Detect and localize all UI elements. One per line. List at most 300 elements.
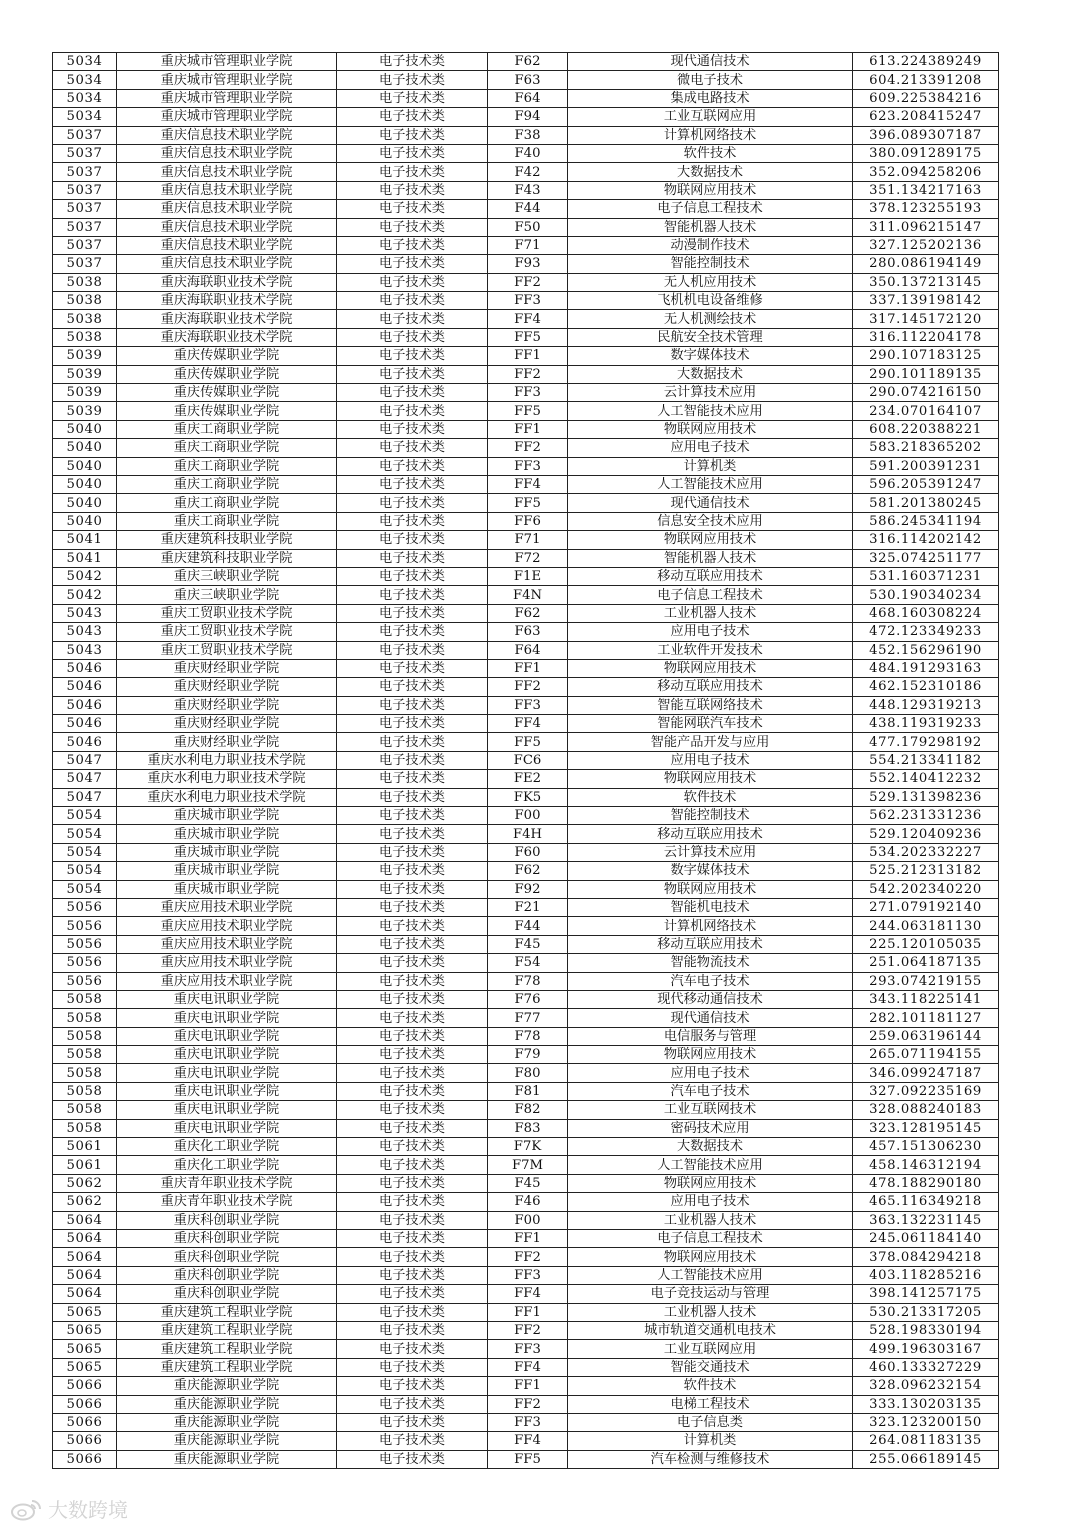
major-code-cell: FF3 <box>488 696 568 714</box>
table-row <box>53 788 999 806</box>
major-code-cell: F71 <box>488 531 568 549</box>
table-row <box>53 347 999 365</box>
table-row <box>53 641 999 659</box>
major-name-cell: 计算机网络技术 <box>568 126 853 144</box>
category-cell: 电子技术类 <box>337 733 488 751</box>
school-name-cell: 重庆工商职业学院 <box>117 457 337 475</box>
major-code-cell: F83 <box>488 1119 568 1137</box>
table-row <box>53 1064 999 1082</box>
school-name-cell: 重庆传媒职业学院 <box>117 365 337 383</box>
major-code-cell: FF2 <box>488 1248 568 1266</box>
score-cell: 554.213341182 <box>853 751 999 769</box>
major-code-cell: FF4 <box>488 310 568 328</box>
category-cell: 电子技术类 <box>337 678 488 696</box>
score-cell: 623.208415247 <box>853 108 999 126</box>
table-row <box>53 567 999 585</box>
score-cell: 530.190340234 <box>853 586 999 604</box>
table-row <box>53 126 999 144</box>
school-code-cell: 5040 <box>53 439 117 457</box>
table-row <box>53 236 999 254</box>
major-code-cell: F80 <box>488 1064 568 1082</box>
major-name-cell: 物联网应用技术 <box>568 1248 853 1266</box>
school-code-cell: 5066 <box>53 1432 117 1450</box>
major-name-cell: 工业机器人技术 <box>568 1303 853 1321</box>
major-code-cell: F64 <box>488 89 568 107</box>
table-row <box>53 531 999 549</box>
school-name-cell: 重庆科创职业学院 <box>117 1248 337 1266</box>
school-name-cell: 重庆科创职业学院 <box>117 1230 337 1248</box>
major-code-cell: F54 <box>488 954 568 972</box>
category-cell: 电子技术类 <box>337 549 488 567</box>
score-cell: 398.141257175 <box>853 1285 999 1303</box>
table-row <box>53 475 999 493</box>
major-name-cell: 智能互联网络技术 <box>568 696 853 714</box>
major-name-cell: 应用电子技术 <box>568 1064 853 1082</box>
category-cell: 电子技术类 <box>337 273 488 291</box>
table-row <box>53 862 999 880</box>
category-cell: 电子技术类 <box>337 1174 488 1192</box>
school-code-cell: 5040 <box>53 457 117 475</box>
school-code-cell: 5047 <box>53 751 117 769</box>
table-row <box>53 310 999 328</box>
category-cell: 电子技术类 <box>337 1285 488 1303</box>
major-code-cell: F4N <box>488 586 568 604</box>
major-name-cell: 软件技术 <box>568 1377 853 1395</box>
major-code-cell: FF2 <box>488 1395 568 1413</box>
major-name-cell: 人工智能技术应用 <box>568 475 853 493</box>
category-cell: 电子技术类 <box>337 1009 488 1027</box>
school-code-cell: 5058 <box>53 1027 117 1045</box>
school-name-cell: 重庆建筑工程职业学院 <box>117 1321 337 1339</box>
major-code-cell: FF2 <box>488 678 568 696</box>
major-name-cell: 计算机类 <box>568 1432 853 1450</box>
major-code-cell: FF2 <box>488 1321 568 1339</box>
major-code-cell: F62 <box>488 604 568 622</box>
table-row <box>53 972 999 990</box>
category-cell: 电子技术类 <box>337 200 488 218</box>
category-cell: 电子技术类 <box>337 457 488 475</box>
major-name-cell: 人工智能技术应用 <box>568 402 853 420</box>
school-code-cell: 5040 <box>53 512 117 530</box>
table-row <box>53 255 999 273</box>
major-code-cell: FF3 <box>488 384 568 402</box>
school-name-cell: 重庆城市职业学院 <box>117 807 337 825</box>
school-name-cell: 重庆应用技术职业学院 <box>117 935 337 953</box>
school-code-cell: 5038 <box>53 292 117 310</box>
major-code-cell: F63 <box>488 71 568 89</box>
major-name-cell: 应用电子技术 <box>568 751 853 769</box>
category-cell: 电子技术类 <box>337 144 488 162</box>
table-row <box>53 898 999 916</box>
score-cell: 609.225384216 <box>853 89 999 107</box>
major-code-cell: F82 <box>488 1101 568 1119</box>
school-name-cell: 重庆海联职业技术学院 <box>117 273 337 291</box>
school-name-cell: 重庆财经职业学院 <box>117 733 337 751</box>
major-code-cell: FF5 <box>488 733 568 751</box>
school-name-cell: 重庆应用技术职业学院 <box>117 954 337 972</box>
major-name-cell: 智能网联汽车技术 <box>568 715 853 733</box>
table-row <box>53 770 999 788</box>
school-name-cell: 重庆电讯职业学院 <box>117 1101 337 1119</box>
school-name-cell: 重庆电讯职业学院 <box>117 1009 337 1027</box>
major-name-cell: 人工智能技术应用 <box>568 1266 853 1284</box>
category-cell: 电子技术类 <box>337 1340 488 1358</box>
category-cell: 电子技术类 <box>337 1064 488 1082</box>
table-row <box>53 1340 999 1358</box>
major-name-cell: 工业机器人技术 <box>568 604 853 622</box>
major-code-cell: F63 <box>488 623 568 641</box>
school-code-cell: 5042 <box>53 586 117 604</box>
major-name-cell: 电子信息工程技术 <box>568 586 853 604</box>
score-cell: 534.202332227 <box>853 843 999 861</box>
table-row <box>53 733 999 751</box>
school-code-cell: 5056 <box>53 972 117 990</box>
category-cell: 电子技术类 <box>337 990 488 1008</box>
table-row <box>53 494 999 512</box>
category-cell: 电子技术类 <box>337 696 488 714</box>
major-code-cell: FF4 <box>488 1358 568 1376</box>
major-code-cell: F40 <box>488 144 568 162</box>
school-name-cell: 重庆电讯职业学院 <box>117 1082 337 1100</box>
major-code-cell: F76 <box>488 990 568 1008</box>
school-code-cell: 5066 <box>53 1395 117 1413</box>
category-cell: 电子技术类 <box>337 420 488 438</box>
category-cell: 电子技术类 <box>337 1248 488 1266</box>
school-name-cell: 重庆科创职业学院 <box>117 1211 337 1229</box>
school-name-cell: 重庆应用技术职业学院 <box>117 917 337 935</box>
major-code-cell: F38 <box>488 126 568 144</box>
school-name-cell: 重庆应用技术职业学院 <box>117 972 337 990</box>
table-row <box>53 843 999 861</box>
category-cell: 电子技术类 <box>337 310 488 328</box>
score-cell: 259.063196144 <box>853 1027 999 1045</box>
table-row <box>53 917 999 935</box>
major-name-cell: 大数据技术 <box>568 1138 853 1156</box>
major-code-cell: F78 <box>488 972 568 990</box>
score-cell: 282.101181127 <box>853 1009 999 1027</box>
school-code-cell: 5038 <box>53 310 117 328</box>
school-name-cell: 重庆信息技术职业学院 <box>117 144 337 162</box>
score-cell: 328.088240183 <box>853 1101 999 1119</box>
score-cell: 245.061184140 <box>853 1230 999 1248</box>
table-row <box>53 990 999 1008</box>
school-name-cell: 重庆传媒职业学院 <box>117 384 337 402</box>
score-cell: 530.213317205 <box>853 1303 999 1321</box>
school-code-cell: 5037 <box>53 126 117 144</box>
major-code-cell: F44 <box>488 200 568 218</box>
score-cell: 316.112204178 <box>853 328 999 346</box>
score-cell: 542.202340220 <box>853 880 999 898</box>
major-name-cell: 数字媒体技术 <box>568 347 853 365</box>
category-cell: 电子技术类 <box>337 1395 488 1413</box>
category-cell: 电子技术类 <box>337 1432 488 1450</box>
school-name-cell: 重庆传媒职业学院 <box>117 402 337 420</box>
major-name-cell: 智能交通技术 <box>568 1358 853 1376</box>
table-row <box>53 586 999 604</box>
school-name-cell: 重庆青年职业技术学院 <box>117 1174 337 1192</box>
category-cell: 电子技术类 <box>337 972 488 990</box>
school-code-cell: 5039 <box>53 347 117 365</box>
major-name-cell: 数字媒体技术 <box>568 862 853 880</box>
major-code-cell: F46 <box>488 1193 568 1211</box>
major-code-cell: FF6 <box>488 512 568 530</box>
score-cell: 317.145172120 <box>853 310 999 328</box>
school-name-cell: 重庆财经职业学院 <box>117 696 337 714</box>
major-code-cell: FF1 <box>488 659 568 677</box>
score-cell: 333.130203135 <box>853 1395 999 1413</box>
school-code-cell: 5054 <box>53 825 117 843</box>
score-cell: 529.120409236 <box>853 825 999 843</box>
major-name-cell: 工业软件开发技术 <box>568 641 853 659</box>
table-row <box>53 623 999 641</box>
score-cell: 477.179298192 <box>853 733 999 751</box>
table-row <box>53 1303 999 1321</box>
score-cell: 380.091289175 <box>853 144 999 162</box>
category-cell: 电子技术类 <box>337 1138 488 1156</box>
major-code-cell: F71 <box>488 236 568 254</box>
table-row <box>53 880 999 898</box>
major-code-cell: FF1 <box>488 1377 568 1395</box>
school-code-cell: 5066 <box>53 1450 117 1468</box>
school-name-cell: 重庆建筑科技职业学院 <box>117 531 337 549</box>
category-cell: 电子技术类 <box>337 126 488 144</box>
table-row <box>53 604 999 622</box>
school-code-cell: 5046 <box>53 696 117 714</box>
major-code-cell: FF3 <box>488 292 568 310</box>
major-name-cell: 集成电路技术 <box>568 89 853 107</box>
category-cell: 电子技术类 <box>337 292 488 310</box>
major-code-cell: FC6 <box>488 751 568 769</box>
school-code-cell: 5038 <box>53 328 117 346</box>
table-row <box>53 181 999 199</box>
school-name-cell: 重庆电讯职业学院 <box>117 1046 337 1064</box>
school-code-cell: 5046 <box>53 715 117 733</box>
school-code-cell: 5040 <box>53 475 117 493</box>
weibo-logo-icon <box>10 1497 44 1521</box>
category-cell: 电子技术类 <box>337 384 488 402</box>
category-cell: 电子技术类 <box>337 1046 488 1064</box>
major-code-cell: F50 <box>488 218 568 236</box>
school-code-cell: 5062 <box>53 1193 117 1211</box>
school-code-cell: 5065 <box>53 1358 117 1376</box>
school-name-cell: 重庆信息技术职业学院 <box>117 181 337 199</box>
category-cell: 电子技术类 <box>337 218 488 236</box>
major-name-cell: 汽车电子技术 <box>568 1082 853 1100</box>
school-name-cell: 重庆电讯职业学院 <box>117 1119 337 1137</box>
table-row <box>53 163 999 181</box>
score-cell: 328.096232154 <box>853 1377 999 1395</box>
score-cell: 591.200391231 <box>853 457 999 475</box>
major-code-cell: FF5 <box>488 494 568 512</box>
category-cell: 电子技术类 <box>337 71 488 89</box>
school-code-cell: 5061 <box>53 1138 117 1156</box>
table-row <box>53 218 999 236</box>
major-name-cell: 移动互联应用技术 <box>568 567 853 585</box>
major-code-cell: FF3 <box>488 1266 568 1284</box>
category-cell: 电子技术类 <box>337 1303 488 1321</box>
school-name-cell: 重庆财经职业学院 <box>117 659 337 677</box>
school-code-cell: 5046 <box>53 659 117 677</box>
school-name-cell: 重庆海联职业技术学院 <box>117 328 337 346</box>
school-code-cell: 5043 <box>53 604 117 622</box>
table-row <box>53 1193 999 1211</box>
category-cell: 电子技术类 <box>337 1266 488 1284</box>
major-name-cell: 智能机器人技术 <box>568 218 853 236</box>
major-code-cell: F42 <box>488 163 568 181</box>
category-cell: 电子技术类 <box>337 163 488 181</box>
category-cell: 电子技术类 <box>337 255 488 273</box>
table-row <box>53 659 999 677</box>
major-name-cell: 云计算技术应用 <box>568 843 853 861</box>
school-code-cell: 5062 <box>53 1174 117 1192</box>
school-name-cell: 重庆工贸职业技术学院 <box>117 623 337 641</box>
school-name-cell: 重庆建筑科技职业学院 <box>117 549 337 567</box>
major-code-cell: F21 <box>488 898 568 916</box>
table-row <box>53 1101 999 1119</box>
major-code-cell: F00 <box>488 807 568 825</box>
major-name-cell: 工业互联网技术 <box>568 1101 853 1119</box>
major-name-cell: 无人机应用技术 <box>568 273 853 291</box>
school-code-cell: 5056 <box>53 935 117 953</box>
score-cell: 316.114202142 <box>853 531 999 549</box>
score-cell: 562.231331236 <box>853 807 999 825</box>
score-cell: 378.084294218 <box>853 1248 999 1266</box>
table-row <box>53 751 999 769</box>
score-cell: 225.120105035 <box>853 935 999 953</box>
school-name-cell: 重庆城市管理职业学院 <box>117 53 337 71</box>
table-row <box>53 439 999 457</box>
major-code-cell: FF3 <box>488 1340 568 1358</box>
category-cell: 电子技术类 <box>337 494 488 512</box>
school-name-cell: 重庆水利电力职业技术学院 <box>117 788 337 806</box>
major-code-cell: FF5 <box>488 402 568 420</box>
major-code-cell: F81 <box>488 1082 568 1100</box>
school-name-cell: 重庆科创职业学院 <box>117 1285 337 1303</box>
major-name-cell: 智能控制技术 <box>568 807 853 825</box>
school-name-cell: 重庆工商职业学院 <box>117 420 337 438</box>
category-cell: 电子技术类 <box>337 898 488 916</box>
table-row <box>53 1046 999 1064</box>
school-code-cell: 5058 <box>53 1009 117 1027</box>
school-name-cell: 重庆城市职业学院 <box>117 862 337 880</box>
major-code-cell: FF2 <box>488 365 568 383</box>
score-cell: 484.191293163 <box>853 659 999 677</box>
school-code-cell: 5058 <box>53 1082 117 1100</box>
major-name-cell: 物联网应用技术 <box>568 880 853 898</box>
school-code-cell: 5058 <box>53 1046 117 1064</box>
score-cell: 396.089307187 <box>853 126 999 144</box>
major-code-cell: F00 <box>488 1211 568 1229</box>
major-name-cell: 应用电子技术 <box>568 439 853 457</box>
major-code-cell: F7K <box>488 1138 568 1156</box>
category-cell: 电子技术类 <box>337 1082 488 1100</box>
school-name-cell: 重庆工商职业学院 <box>117 512 337 530</box>
major-code-cell: F94 <box>488 108 568 126</box>
score-cell: 255.066189145 <box>853 1450 999 1468</box>
school-name-cell: 重庆应用技术职业学院 <box>117 898 337 916</box>
category-cell: 电子技术类 <box>337 181 488 199</box>
category-cell: 电子技术类 <box>337 1377 488 1395</box>
watermark <box>10 1494 128 1523</box>
school-code-cell: 5058 <box>53 990 117 1008</box>
category-cell: 电子技术类 <box>337 843 488 861</box>
major-code-cell: F62 <box>488 862 568 880</box>
major-name-cell: 物联网应用技术 <box>568 770 853 788</box>
major-code-cell: F60 <box>488 843 568 861</box>
school-name-cell: 重庆城市管理职业学院 <box>117 108 337 126</box>
category-cell: 电子技术类 <box>337 1321 488 1339</box>
category-cell: 电子技术类 <box>337 402 488 420</box>
school-code-cell: 5040 <box>53 420 117 438</box>
category-cell: 电子技术类 <box>337 788 488 806</box>
school-name-cell: 重庆信息技术职业学院 <box>117 218 337 236</box>
score-cell: 343.118225141 <box>853 990 999 1008</box>
major-name-cell: 软件技术 <box>568 788 853 806</box>
major-name-cell: 动漫制作技术 <box>568 236 853 254</box>
major-name-cell: 物联网应用技术 <box>568 1174 853 1192</box>
major-name-cell: 计算机网络技术 <box>568 917 853 935</box>
table-row <box>53 1321 999 1339</box>
school-name-cell: 重庆工商职业学院 <box>117 494 337 512</box>
major-name-cell: 应用电子技术 <box>568 623 853 641</box>
major-code-cell: F78 <box>488 1027 568 1045</box>
major-name-cell: 电信服务与管理 <box>568 1027 853 1045</box>
major-name-cell: 密码技术应用 <box>568 1119 853 1137</box>
school-name-cell: 重庆传媒职业学院 <box>117 347 337 365</box>
table-row <box>53 512 999 530</box>
score-cell: 403.118285216 <box>853 1266 999 1284</box>
category-cell: 电子技术类 <box>337 659 488 677</box>
school-name-cell: 重庆工贸职业技术学院 <box>117 604 337 622</box>
major-name-cell: 计算机类 <box>568 457 853 475</box>
score-cell: 293.074219155 <box>853 972 999 990</box>
table-row <box>53 549 999 567</box>
school-code-cell: 5037 <box>53 200 117 218</box>
school-code-cell: 5037 <box>53 144 117 162</box>
major-name-cell: 工业互联网应用 <box>568 108 853 126</box>
category-cell: 电子技术类 <box>337 1193 488 1211</box>
category-cell: 电子技术类 <box>337 917 488 935</box>
school-name-cell: 重庆信息技术职业学院 <box>117 236 337 254</box>
school-code-cell: 5037 <box>53 255 117 273</box>
score-cell: 472.123349233 <box>853 623 999 641</box>
major-name-cell: 工业机器人技术 <box>568 1211 853 1229</box>
category-cell: 电子技术类 <box>337 89 488 107</box>
score-cell: 327.125202136 <box>853 236 999 254</box>
major-name-cell: 应用电子技术 <box>568 1193 853 1211</box>
category-cell: 电子技术类 <box>337 236 488 254</box>
major-code-cell: FF2 <box>488 273 568 291</box>
school-name-cell: 重庆科创职业学院 <box>117 1266 337 1284</box>
score-cell: 323.123200150 <box>853 1413 999 1431</box>
school-name-cell: 重庆电讯职业学院 <box>117 1027 337 1045</box>
major-name-cell: 城市轨道交通机电技术 <box>568 1321 853 1339</box>
major-name-cell: 信息安全技术应用 <box>568 512 853 530</box>
school-code-cell: 5043 <box>53 623 117 641</box>
major-code-cell: F1E <box>488 567 568 585</box>
major-code-cell: FK5 <box>488 788 568 806</box>
score-cell: 604.213391208 <box>853 71 999 89</box>
category-cell: 电子技术类 <box>337 328 488 346</box>
major-code-cell: FF1 <box>488 420 568 438</box>
score-cell: 478.188290180 <box>853 1174 999 1192</box>
score-cell: 468.160308224 <box>853 604 999 622</box>
major-name-cell: 智能机电技术 <box>568 898 853 916</box>
school-code-cell: 5054 <box>53 862 117 880</box>
table-row <box>53 1432 999 1450</box>
school-code-cell: 5064 <box>53 1211 117 1229</box>
school-name-cell: 重庆工商职业学院 <box>117 439 337 457</box>
